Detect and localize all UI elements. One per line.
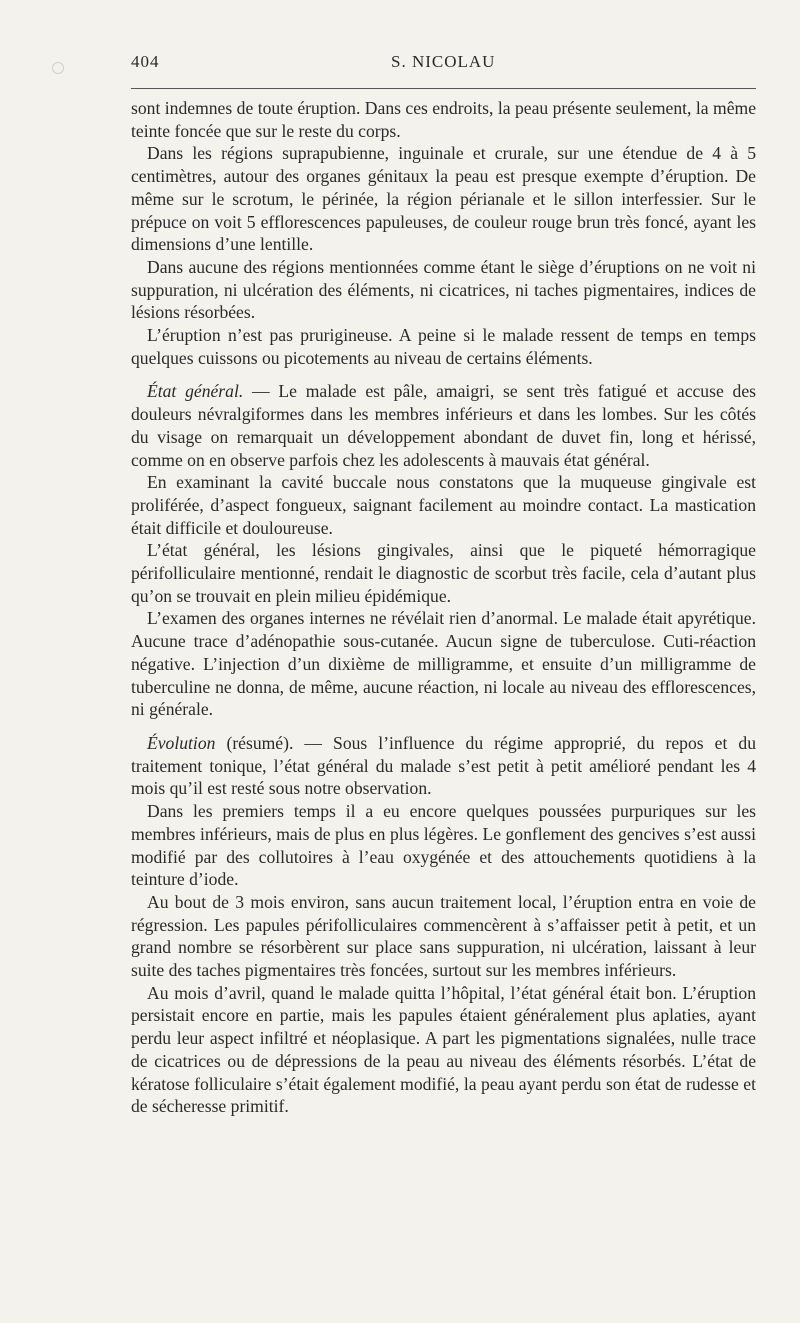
paragraph-evolution: Évolution (résumé). — Sous l’influence du régime approprié, du repos et du traitement tonique, l’état général du malade s’est petit à petit amélioré pendant les 4 mois qu’il est resté sous notre observation. — [131, 732, 756, 799]
paragraph: L’examen des organes internes ne révélait rien d’anormal. Le malade était apyrétique. Aucune trace d’adénopathie sous-cutanée. Aucun signe de tuberculose. Cuti-réaction négative. L’injection d’un dixième de milligramme, et ensuite d’un milligramme de tuberculine ne donna, de même, aucune réaction, ni locale au niveau des efflorescences, ni générale. — [131, 608, 756, 720]
page-number: 404 — [131, 52, 160, 71]
paragraph: Dans les régions suprapubienne, inguinale et crurale, sur une étendue de 4 à 5 centimètres, autour des organes génitaux la peau est presque exempte d’éruption. De même sur le scrotum, le périnée, la région périanale et le sillon interfessier. Sur le prépuce on voit 5 efflorescences papuleuses, de couleur rouge brun très foncé, ayant les dimensions d’une lentille. — [131, 143, 756, 255]
paragraph: L’éruption n’est pas prurigineuse. A peine si le malade ressent de temps en temps quelques cuissons ou picotements au niveau de certains éléments. — [131, 325, 756, 368]
paragraph: Dans les premiers temps il a eu encore quelques poussées purpuriques sur les membres inférieurs, mais de plus en plus légères. Le gonflement des gencives s’est aussi modifié par des collutoires à l’eau oxygénée et des attouchements quotidiens à la teinture d’iode. — [131, 801, 756, 890]
paragraph: L’état général, les lésions gingivales, ainsi que le piqueté hémorragique périfolliculaire mentionné, rendait le diagnostic de scorbut très facile, cela d’autant plus qu’on se trouvait en plein milieu épidémique. — [131, 540, 756, 606]
paragraph: sont indemnes de toute éruption. Dans ces endroits, la peau présente seulement, la même teinte foncée que sur le reste du corps. — [131, 98, 756, 141]
paragraph: Au mois d’avril, quand le malade quitta l’hôpital, l’état général était bon. L’éruption persistait encore en partie, mais les papules étaient généralement plus aplaties, ayant perdu leur aspect infiltré et néoplasique. A part les pigmentations signalées, nulle trace de cicatrices ou de dépressions de la peau au niveau des éléments résorbés. L’état de kératose folliculaire s’était également modifié, la peau ayant perdu son état de rudesse et de sécheresse primitif. — [131, 982, 756, 1117]
section-lead: Évolution — [147, 732, 216, 753]
header-rule — [131, 88, 756, 89]
margin-circle-mark — [52, 62, 64, 74]
page-header — [131, 52, 756, 74]
running-title: S. NICOLAU — [391, 52, 496, 71]
paragraph-etat-general: État général. — Le malade est pâle, amaigri, se sent très fatigué et accuse des douleurs névralgiformes dans les membres inférieurs et dans les lombes. Sur les côtés du visage on remarquait un développement abondant de duvet fin, long et hérissé, comme on en observe parfois chez les adolescents à mauvais état général. — [131, 381, 756, 470]
body-text — [131, 97, 756, 1118]
paragraph: En examinant la cavité buccale nous constatons que la muqueuse gingivale est proliférée, d’aspect fongueux, saignant facilement au moindre contact. La mastication était difficile et douloureuse. — [131, 472, 756, 538]
paragraph: Dans aucune des régions mentionnées comme étant le siège d’éruptions on ne voit ni suppuration, ni ulcération des éléments, ni cicatrices, ni taches pigmentaires, indices de lésions résorbées. — [131, 256, 756, 323]
paragraph: Au bout de 3 mois environ, sans aucun traitement local, l’éruption entra en voie de régression. Les papules périfolliculaires commencèrent à s’affaisser petit à petit, et un grand nombre se résorbèrent sur place sans suppuration, ni ulcération, laissant à leur suite des taches pigmentaires très foncées, surtout sur les membres inférieurs. — [131, 891, 756, 981]
section-lead: État général. — [147, 381, 244, 402]
